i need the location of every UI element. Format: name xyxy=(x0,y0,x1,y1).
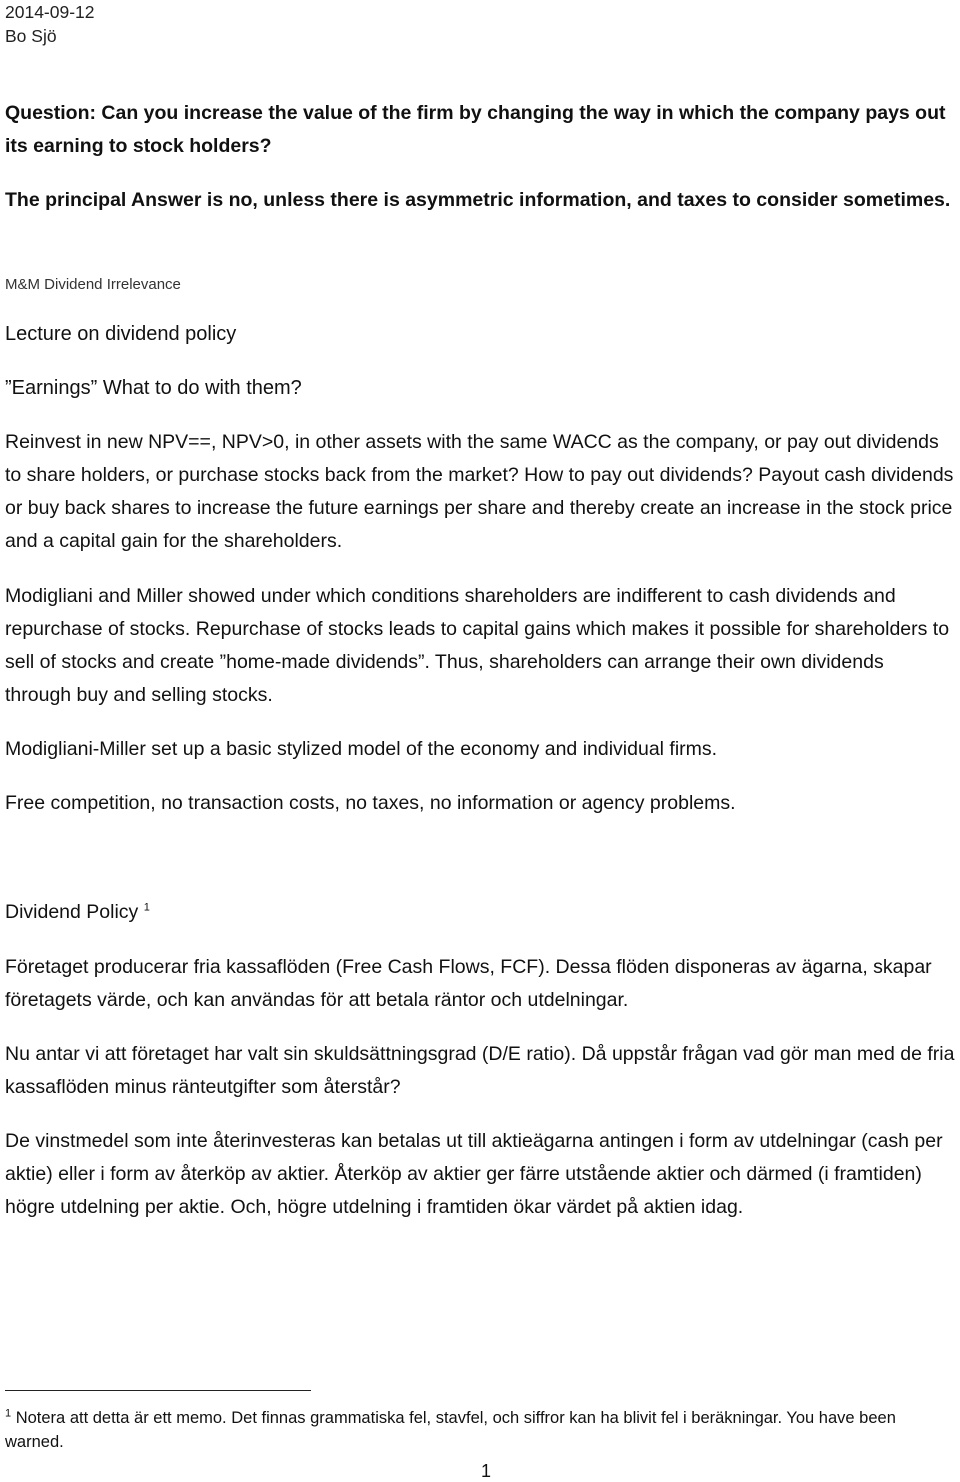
paragraph-reinvest: Reinvest in new NPV==, NPV>0, in other assets with the same WACC as the company, or pay out dividends to share holders, or purchase stocks back from the market? How to pay out dividends? Payout cash dividends or buy back shares to increase the future earnings per share and thereby create an increase in the stock price and a capital gain for the shareholders. xyxy=(5,431,954,552)
page-number: 1 xyxy=(481,1461,492,1481)
paragraph-mm-showed: Modigliani and Miller showed under which conditions shareholders are indifferent to cash dividends and repurchase of stocks. Repurchase of stocks leads to capital gains which makes it possible for shareholders to sell of stocks and create ”home-made dividends”. Thus, shareholders can arrange their own dividends through buy and selling stocks. xyxy=(5,585,950,706)
paragraph-assumptions: Free competition, no transaction costs, no taxes, no information or agency problems. xyxy=(5,792,736,814)
section-title xyxy=(5,896,955,929)
header-author: Bo Sjö xyxy=(5,26,57,46)
paragraph-mm-model: Modigliani-Miller set up a basic stylized model of the economy and individual firms. xyxy=(5,738,718,760)
header-date: 2014-09-12 xyxy=(5,2,95,22)
footnote xyxy=(5,1406,955,1454)
answer-text: The principal Answer is no, unless there is asymmetric information, and taxes to consider sometimes. xyxy=(5,189,951,211)
question-text: Question: Can you increase the value of the firm by changing the way in which the company pays out its earning to stock holders? xyxy=(5,102,946,157)
subtitle: M&M Dividend Irrelevance xyxy=(5,276,181,293)
swedish-paragraph-1: Företaget producerar fria kassaflöden (Free Cash Flows, FCF). Dessa flöden disponeras av ägarna, skapar företagets värde, och kan användas för att betala räntor och utdelningar. xyxy=(5,956,932,1011)
earnings-line: ”Earnings” What to do with them? xyxy=(5,377,302,399)
swedish-paragraph-2: Nu antar vi att företaget har valt sin skuldsättningsgrad (D/E ratio). Då uppstår frågan vad gör man med de fria kassaflöden minus ränteutgifter som återstår? xyxy=(5,1043,955,1098)
footnote-reference: 1 xyxy=(143,901,150,914)
footnote-text: Notera att detta är ett memo. Det finnas grammatiska fel, stavfel, och siffror kan ha blivit fel i beräkningar. You have been warned. xyxy=(5,1409,896,1451)
footnote-divider xyxy=(5,1390,311,1391)
lecture-title: Lecture on dividend policy xyxy=(5,323,237,345)
swedish-paragraph-3: De vinstmedel som inte återinvesteras kan betalas ut till aktieägarna antingen i form av utdelningar (cash per aktie) eller i form av återköp av aktier. Återköp av aktier ger färre utstående aktier och därmed (i framtiden) högre utdelning per aktie. Och, högre utdelning i framtiden ökar värdet på aktien idag. xyxy=(5,1130,943,1218)
section-title-text: Dividend Policy xyxy=(5,901,139,923)
footnote-mark: 1 xyxy=(5,1407,12,1420)
